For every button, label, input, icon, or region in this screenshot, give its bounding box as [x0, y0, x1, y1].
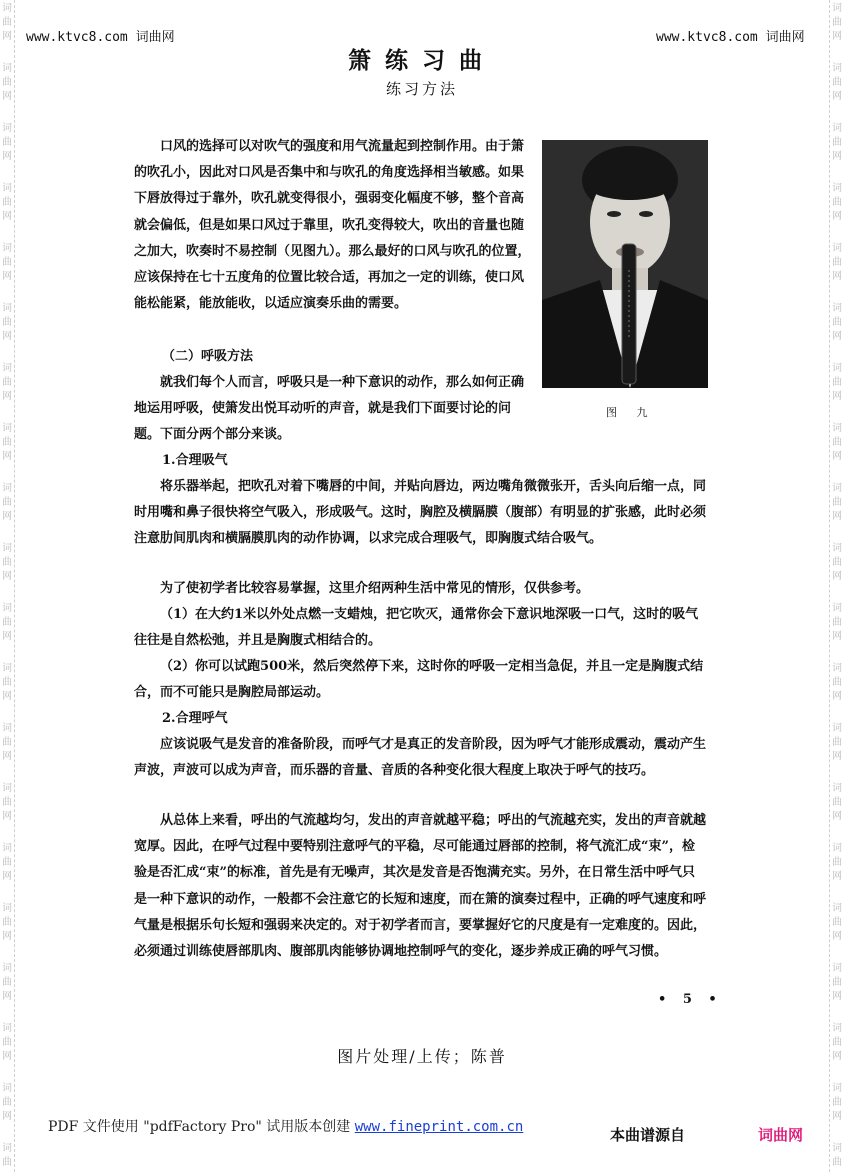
margin-watermark-glyph: 曲	[832, 77, 842, 88]
margin-watermark-glyph: 网	[2, 1111, 12, 1122]
flute-player-illustration	[542, 140, 708, 388]
margin-watermark-glyph: 网	[2, 151, 12, 162]
source-label: 本曲谱源自	[610, 1126, 686, 1144]
heading-inhale: 1.合理吸气	[162, 453, 228, 468]
margin-watermark-glyph: 词	[2, 363, 12, 374]
margin-watermark-glyph: 词	[2, 963, 12, 974]
margin-watermark-glyph: 网	[832, 751, 842, 762]
margin-watermark-glyph: 词	[2, 843, 12, 854]
brand-logo-text: 词曲网	[758, 1126, 804, 1144]
margin-watermark-glyph: 曲	[832, 1097, 842, 1108]
paragraph-tip-running: （2）你可以试跑500米，然后突然停下来，这时你的呼吸一定相当急促，并且一定是胸腹式结合，而不可能只是胸腔局部运动。	[134, 659, 704, 701]
margin-watermark-glyph: 网	[832, 391, 842, 402]
margin-watermark-glyph: 网	[832, 451, 842, 462]
margin-watermark-glyph: 网	[2, 511, 12, 522]
margin-watermark-glyph: 词	[2, 1143, 12, 1154]
margin-watermark-glyph: 曲	[2, 197, 12, 208]
paragraph-exhale: 应该说吸气是发音的准备阶段，而呼气才是真正的发音阶段，因为呼气才能形成震动，震动产生声波，声波可以成为声音，而乐器的音量、音质的各种变化很大程度上取决于呼气的技巧。	[134, 737, 707, 779]
margin-watermark-glyph: 词	[832, 483, 842, 494]
heading-exhale: 2.合理呼气	[162, 711, 228, 726]
margin-watermark-glyph: 网	[832, 151, 842, 162]
margin-watermark-glyph: 曲	[832, 737, 842, 748]
margin-watermark-glyph: 词	[832, 243, 842, 254]
margin-watermark-glyph: 词	[832, 1023, 842, 1034]
margin-watermark-glyph: 曲	[2, 737, 12, 748]
margin-watermark-glyph: 曲	[832, 377, 842, 388]
margin-watermark-glyph: 网	[2, 1051, 12, 1062]
margin-watermark-glyph: 网	[2, 271, 12, 282]
margin-watermark-glyph: 词	[832, 843, 842, 854]
margin-watermark-glyph: 词	[832, 1083, 842, 1094]
paragraph-tips-intro: 为了使初学者比较容易掌握，这里介绍两种生活中常见的情形，仅供参考。	[160, 581, 590, 596]
margin-watermark-glyph: 曲	[2, 617, 12, 628]
pdf-footer	[48, 1116, 523, 1136]
heading-breathing-method: （二）呼吸方法	[162, 349, 254, 364]
margin-watermark-glyph: 曲	[2, 257, 12, 268]
margin-watermark-glyph: 词	[832, 303, 842, 314]
margin-watermark-glyph: 曲	[2, 317, 12, 328]
margin-watermark-glyph: 曲	[2, 377, 12, 388]
margin-watermark-glyph: 词	[832, 363, 842, 374]
margin-watermark-glyph: 曲	[2, 17, 12, 28]
margin-watermark-glyph: 词	[832, 963, 842, 974]
margin-watermark-glyph: 词	[2, 243, 12, 254]
margin-watermark-glyph: 词	[832, 1143, 842, 1154]
margin-watermark-glyph: 网	[2, 571, 12, 582]
margin-watermark-glyph: 网	[832, 811, 842, 822]
margin-watermark-glyph: 曲	[2, 977, 12, 988]
margin-watermark-glyph: 曲	[832, 497, 842, 508]
margin-watermark-glyph: 曲	[832, 257, 842, 268]
margin-watermark-glyph: 曲	[2, 917, 12, 928]
right-margin-watermark	[829, 0, 844, 1172]
margin-watermark-glyph: 词	[832, 183, 842, 194]
image-credit: 图片处理/上传；陈普	[337, 1047, 507, 1066]
paragraph-breathing-intro: 就我们每个人而言，呼吸只是一种下意识的动作，那么如何正确地运用呼吸，使箫发出悦耳动听的声音，就是我们下面要讨论的问题。下面分两个部分来谈。	[134, 375, 525, 443]
margin-watermark-glyph: 曲	[832, 797, 842, 808]
margin-watermark-glyph: 曲	[2, 77, 12, 88]
margin-watermark-glyph: 词	[2, 783, 12, 794]
section-subtitle: 练习方法	[385, 80, 458, 98]
margin-watermark-glyph: 曲	[832, 1157, 842, 1168]
margin-watermark-glyph: 词	[2, 1023, 12, 1034]
margin-watermark-glyph: 词	[832, 543, 842, 554]
margin-watermark-glyph: 网	[2, 391, 12, 402]
margin-watermark-glyph: 网	[832, 511, 842, 522]
margin-watermark-glyph: 曲	[832, 317, 842, 328]
margin-watermark-glyph: 网	[2, 631, 12, 642]
margin-watermark-glyph: 曲	[832, 977, 842, 988]
margin-watermark-glyph: 词	[832, 663, 842, 674]
margin-watermark-glyph: 词	[2, 123, 12, 134]
margin-watermark-glyph: 网	[832, 331, 842, 342]
margin-watermark-glyph: 曲	[2, 437, 12, 448]
margin-watermark-glyph: 网	[832, 631, 842, 642]
margin-watermark-glyph: 词	[2, 423, 12, 434]
margin-watermark-glyph: 词	[832, 423, 842, 434]
margin-watermark-glyph: 曲	[832, 857, 842, 868]
margin-watermark-glyph: 曲	[832, 1037, 842, 1048]
margin-watermark-glyph: 曲	[832, 677, 842, 688]
margin-watermark-glyph: 曲	[2, 857, 12, 868]
margin-watermark-glyph: 网	[832, 991, 842, 1002]
margin-watermark-glyph: 词	[2, 3, 12, 14]
margin-watermark-glyph: 曲	[832, 17, 842, 28]
margin-watermark-glyph: 曲	[832, 917, 842, 928]
header-site-left: www.ktvc8.com 词曲网	[26, 30, 175, 45]
margin-watermark-glyph: 网	[832, 211, 842, 222]
margin-watermark-glyph: 曲	[2, 1157, 12, 1168]
margin-watermark-glyph: 曲	[2, 797, 12, 808]
margin-watermark-glyph: 词	[2, 663, 12, 674]
margin-watermark-glyph: 词	[2, 303, 12, 314]
margin-watermark-glyph: 网	[2, 751, 12, 762]
margin-watermark-glyph: 词	[2, 603, 12, 614]
paragraph-tip-candle: （1）在大约1米以外处点燃一支蜡烛，把它吹灭，通常你会下意识地深吸一口气，这时的吸气往往是自然松弛，并且是胸腹式相结合的。	[134, 607, 699, 649]
margin-watermark-glyph: 曲	[832, 617, 842, 628]
margin-watermark-glyph: 网	[832, 571, 842, 582]
margin-watermark-glyph: 曲	[2, 137, 12, 148]
margin-watermark-glyph: 词	[832, 723, 842, 734]
margin-watermark-glyph: 网	[832, 691, 842, 702]
margin-watermark-glyph: 词	[832, 3, 842, 14]
header-site-right: www.ktvc8.com 词曲网	[656, 30, 805, 45]
margin-watermark-glyph: 词	[832, 783, 842, 794]
paragraph-inhale: 将乐器举起，把吹孔对着下嘴唇的中间，并贴向唇边，两边嘴角微微张开，舌头向后缩一点，同时用嘴和鼻子很快将空气吸入，形成吸气。这时，胸腔及横膈膜（腹部）有明显的扩张感，此时必须注意肋间肌肉和横膈膜肌肉的动作协调，以求完成合理吸气，即胸腹式结合吸气。	[134, 479, 707, 547]
margin-watermark-glyph: 网	[2, 811, 12, 822]
margin-watermark-glyph: 网	[2, 931, 12, 942]
margin-watermark-glyph: 词	[2, 903, 12, 914]
margin-watermark-glyph: 词	[832, 123, 842, 134]
margin-watermark-glyph: 词	[2, 1083, 12, 1094]
margin-watermark-glyph: 曲	[2, 557, 12, 568]
margin-watermark-glyph: 曲	[832, 557, 842, 568]
margin-watermark-glyph: 网	[832, 31, 842, 42]
margin-watermark-glyph: 曲	[2, 677, 12, 688]
margin-watermark-glyph: 网	[2, 691, 12, 702]
page-title: 箫练习曲	[348, 47, 496, 74]
margin-watermark-glyph: 词	[2, 543, 12, 554]
figure-caption: 图 九	[606, 406, 656, 419]
margin-watermark-glyph: 曲	[2, 1037, 12, 1048]
margin-watermark-glyph: 网	[832, 271, 842, 282]
margin-watermark-glyph: 词	[832, 63, 842, 74]
margin-watermark-glyph: 词	[2, 483, 12, 494]
margin-watermark-glyph: 曲	[832, 437, 842, 448]
margin-watermark-glyph: 网	[2, 91, 12, 102]
margin-watermark-glyph: 网	[832, 931, 842, 942]
margin-watermark-glyph: 网	[2, 31, 12, 42]
margin-watermark-glyph: 词	[832, 903, 842, 914]
margin-watermark-glyph: 网	[832, 1111, 842, 1122]
margin-watermark-glyph: 网	[2, 871, 12, 882]
left-margin-watermark	[0, 0, 15, 1172]
margin-watermark-glyph: 网	[832, 871, 842, 882]
margin-watermark-glyph: 词	[2, 183, 12, 194]
paragraph-exhale-technique: 从总体上来看，呼出的气流越均匀，发出的声音就越平稳；呼出的气流越充实，发出的声音就越宽厚。因此，在呼气过程中要特别注意呼气的平稳，尽可能通过唇部的控制，将气流汇成“束”，检验是否汇成“束”的标准，首先是有无噪声，其次是发音是否饱满充实。另外，在日常生活中呼气只是一种下意识的动作，一般都不会注意它的长短和速度，而在箫的演奏过程中，正确的呼气速度和呼气量是根据乐句长短和强弱来决定的。对于初学者而言，要掌握好它的尺度是有一定难度的。因此，必须通过训练使唇部肌肉、腹部肌肉能够协调地控制呼气的变化，逐步养成正确的呼气习惯。	[134, 813, 707, 960]
paragraph-mouth-shape: 口风的选择可以对吹气的强度和用气流量起到控制作用。由于箫的吹孔小，因此对口风是否集中和与吹孔的角度选择相当敏感。如果下唇放得过于靠外，吹孔就变得很小，强弱变化幅度不够，整个音高就会偏低，但是如果口风过于靠里，吹孔变得较大，吹出的音量也随之加大，吹奏时不易控制（见图九）。那么最好的口风与吹孔的位置，应该保持在七十五度角的位置比较合适，再加之一定的训练，使口风能松能紧，能放能收，以适应演奏乐曲的需要。	[134, 139, 531, 312]
margin-watermark-glyph: 网	[2, 451, 12, 462]
pdf-note: PDF 文件使用 "pdfFactory Pro" 试用版本创建	[48, 1119, 351, 1135]
margin-watermark-glyph: 网	[2, 331, 12, 342]
margin-watermark-glyph: 曲	[2, 1097, 12, 1108]
margin-watermark-glyph: 词	[832, 603, 842, 614]
margin-watermark-glyph: 词	[2, 723, 12, 734]
margin-watermark-glyph: 网	[832, 91, 842, 102]
margin-watermark-glyph: 网	[2, 991, 12, 1002]
margin-watermark-glyph: 曲	[832, 197, 842, 208]
margin-watermark-glyph: 网	[832, 1051, 842, 1062]
fineprint-link[interactable]: www.fineprint.com.cn	[354, 1119, 524, 1135]
figure-photo	[542, 140, 708, 388]
margin-watermark-glyph: 曲	[832, 137, 842, 148]
page-number: • 5 •	[658, 992, 723, 1007]
margin-watermark-glyph: 词	[2, 63, 12, 74]
margin-watermark-glyph: 网	[2, 211, 12, 222]
margin-watermark-glyph: 曲	[2, 497, 12, 508]
